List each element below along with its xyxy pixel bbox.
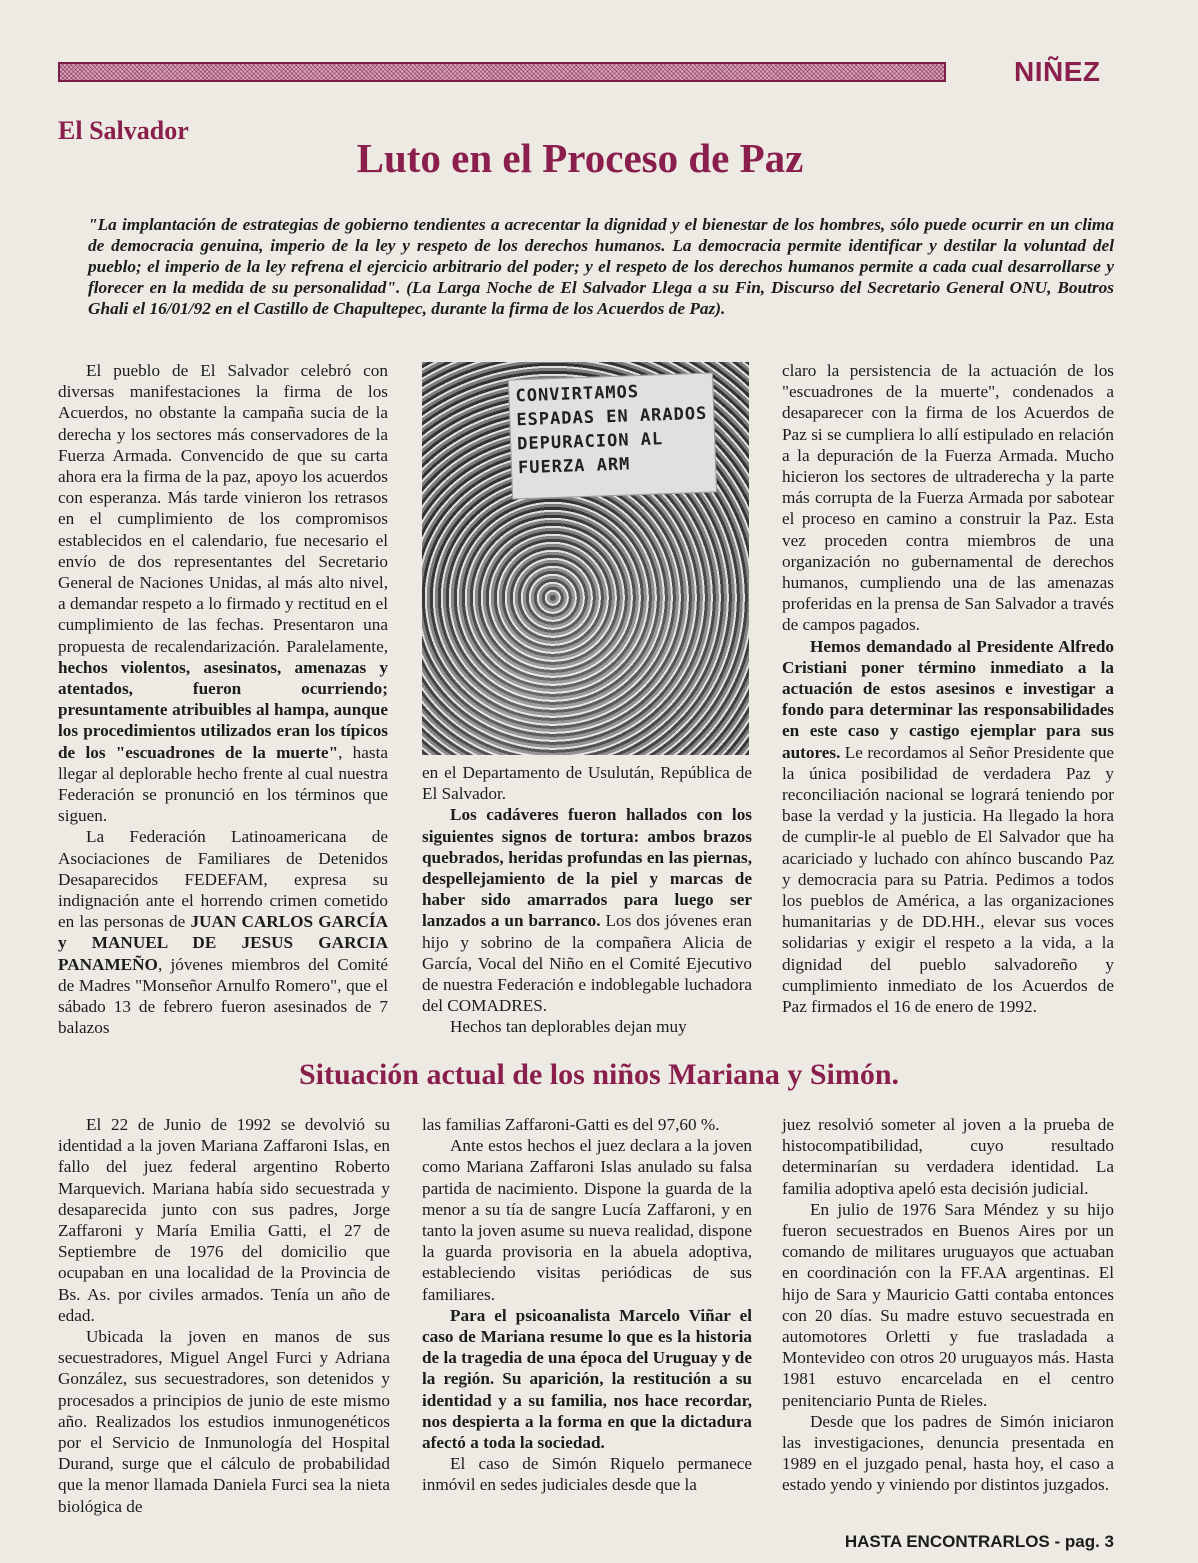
article2-column-2 xyxy=(422,1114,752,1496)
article-kicker: El Salvador xyxy=(58,116,189,145)
article2-headline: Situación actual de los niños Mariana y Simón. xyxy=(298,1058,900,1091)
protest-photo xyxy=(422,362,749,755)
article2-column-1 xyxy=(58,1114,390,1517)
protest-banner: CONVIRTAMOS ESPADAS EN ARADOS DEPURACION AL FUERZA ARM xyxy=(508,372,717,499)
section-label: NIÑEZ xyxy=(1014,56,1101,87)
article2-paragraph: Para el psicoanalista Marcelo Viñar el caso de Mariana resume lo que es la historia de la tragedia de una época del Uruguay y de la región. Su aparición, la restitución a su identidad y a su familia, nos hace recordar, nos despierta a la forma en que la dictadura afectó a toda la sociedad. xyxy=(422,1305,752,1453)
article1-column-1 xyxy=(58,360,388,1039)
article1-paragraph: Hechos tan deplorables dejan muy xyxy=(450,1017,687,1037)
page-footer: HASTA ENCONTRARLOS - pag. 3 xyxy=(844,1532,1114,1551)
article2-paragraph: las familias Zaffaroni-Gatti es del 97,60 %. xyxy=(422,1115,720,1134)
article2-paragraph: Ante estos hechos el juez declara a la joven como Mariana Zaffaroni Islas anulado su falsa partida de nacimiento. Dispone la guarda de la menor a su tía de sangre Lucía Zaffaroni, y en tanto la joven asume su nueva realidad, dispone la guarda provisoria en la abuela adoptiva, estableciendo visitas periódicas de sus familiares. xyxy=(422,1136,752,1304)
article2-paragraph: En julio de 1976 Sara Méndez y su hijo fueron secuestrados en Buenos Aires por un comando de militares uruguayos que actuaban en coordinación con la FF.AA argentinas. El hijo de Sara y Mauricio Gatti contaba entonces con 20 días. Su madre estuvo secuestrada en automotores Orletti y fue trasladada a Montevideo con otros 20 uruguayos más. Hasta 1981 estuvo encarcelada en el centro penitenciario Punta de Rieles. xyxy=(782,1199,1114,1410)
article1-paragraph: Hemos demandado al Presidente Alfredo Cristiani poner término inmediato a la actuación de estos asesinos e investigar a fondo para determinar las responsabilidades en este caso y castigo ejemplar para sus autores. Le recordamos al Señor Presidente que la única posibilidad de verdadera Paz y reconciliación nacional se logrará teniendo por base la verdad y la justicia. Ha llegado la hora de cumplir-le al pueblo de El Salvador que ha acariciado y luchado con ahínco buscando Paz y democracia para su Patria. Pedimos a todos los pueblos de América, a las organizaciones humanitarias y de DD.HH., elevar sus voces solidarias y exigir el respeto a la vida, a la dignidad del pueblo salvadoreño y cumplimiento inmediato de los Acuerdos de Paz firmados el 16 de enero de 1992. xyxy=(782,636,1114,1017)
header-pattern-bar xyxy=(58,62,946,82)
article-intro-quote: "La implantación de estrategias de gobierno tendientes a acrecentar la dignidad y el bienestar de los hombres, sólo puede ocurrir en un clima de democracia genuina, imperio de la ley y respeto de los derechos humanos. La democracia permite identificar y destilar la voluntad del pueblo; el imperio de la ley refrena el ejercicio arbitrario del poder; y el respeto de los derechos humanos permite a cada cual desarrollarse y florecer en la medida de su personalidad". (La Larga Noche de El Salvador Llega a su Fin, Discurso del Secretario General ONU, Boutros Ghali el 16/01/92 en el Castillo de Chapultepec, durante la firma de los Acuerdos de Paz). xyxy=(88,215,1114,318)
article2-paragraph: Desde que los padres de Simón iniciaron las investigaciones, denuncia presentada en 1989 en el juzgado penal, hasta hoy, el caso a estado yendo y viniendo por distintos juzgados. xyxy=(782,1411,1114,1495)
article2-paragraph: El caso de Simón Riquelo permanece inmóvil en sedes judiciales desde que la xyxy=(422,1454,752,1495)
article2-column-3 xyxy=(782,1114,1114,1496)
article1-paragraph: El pueblo de El Salvador celebró con diversas manifestaciones la firma de los Acuerdos, no obstante la campaña sucia de la derecha y los sectores más conservadores de la Fuerza Armada. Convencido de que su carta ahora era la firma de la paz, apoyo los acuerdos con esperanza. Más tarde vinieron los retrasos en el cumplimiento de los compromisos establecidos en el calendario, fue necesario el envío de dos representantes del Secretario General de Naciones Unidas, al más alto nivel, a demandar respeto a lo firmado y rectitud en el cumplimiento de las fechas. Presentaron una propuesta de recalendarización. Paralelamente, hechos violentos, asesinatos, amenazas y atentados, fueron ocurriendo; presuntamente atribuibles al hampa, aunque los procedimientos utilizados eran los típicos de los "escuadrones de la muerte", hasta llegar al deplorable hecho frente al cual nuestra Federación se pronunció en los términos que siguen. xyxy=(58,361,388,826)
article1-paragraph: La Federación Latinoamericana de Asociaciones de Familiares de Detenidos Desaparecidos FEDEFAM, expresa su indignación ante el horrendo crimen cometido en las personas de JUAN CARLOS GARCÍA y MANUEL DE JESUS GARCIA PANAMEÑO, jóvenes miembros del Comité de Madres "Monseñor Arnulfo Romero", que el sábado 13 de febrero fueron asesinados de 7 balazos xyxy=(58,827,388,1038)
article1-paragraph: Los cadáveres fueron hallados con los siguientes signos de tortura: ambos brazos quebrados, heridas profundas en las piernas, despellejamiento de la piel y marcas de haber sido amarrados para luego ser lanzados a un barranco. Los dos jóvenes eran hijo y sobrino de la compañera Alicia de García, Vocal del Niño en el Comité Ejecutivo de nuestra Federación e indoblegable luchadora del COMADRES. xyxy=(422,805,752,1016)
article2-paragraph: juez resolvió someter al joven a la prueba de histocompatibilidad, cuyo resultado determinarían su verdadera identidad. La familia adoptiva apeló esta decisión judicial. xyxy=(782,1115,1114,1198)
article1-paragraph: claro la persistencia de la actuación de los "escuadrones de la muerte", condenados a desaparecer con la firma de los Acuerdos de Paz si se cumpliera lo allí estipulado en relación a la depuración de la Fuerza Armada. Mucho hicieron los sectores de ultraderecha y la parte más corrupta de la Fuerza Armada por sabotear el proceso en camino a construir la Paz. Esta vez proceden contra miembros de una organización no gubernamental de derechos humanos, cumpliendo una de las amenazas proferidas en la prensa de San Salvador a través de campos pagados. xyxy=(782,361,1114,635)
article2-paragraph: Ubicada la joven en manos de sus secuestradores, Miguel Angel Furci y Adriana González, sus secuestradores, son detenidos y procesados a principios de junio de este mismo año. Realizados los estudios inmunogenéticos por el Servicio de Inmunología del Hospital Durand, surge que el cálculo de probabilidad que la menor llamada Daniela Furci sea la nieta biológica de xyxy=(58,1327,390,1516)
article1-column-2 xyxy=(422,762,752,1038)
article1-paragraph: en el Departamento de Usulután, República de El Salvador. xyxy=(422,763,752,804)
article2-paragraph: El 22 de Junio de 1992 se devolvió su identidad a la joven Mariana Zaffaroni Islas, en fallo del juez federal argentino Roberto Marquevich. Mariana había sido secuestrada y desaparecida junto con sus padres, Jorge Zaffaroni y María Emilia Gatti, el 27 de Septiembre de 1976 del domicilio que ocupaban en una localidad de la Provincia de Bs. As. por civiles armados. Tenía un año de edad. xyxy=(58,1115,390,1325)
article1-column-3 xyxy=(782,360,1114,1017)
article-headline: Luto en el Proceso de Paz xyxy=(356,135,804,181)
